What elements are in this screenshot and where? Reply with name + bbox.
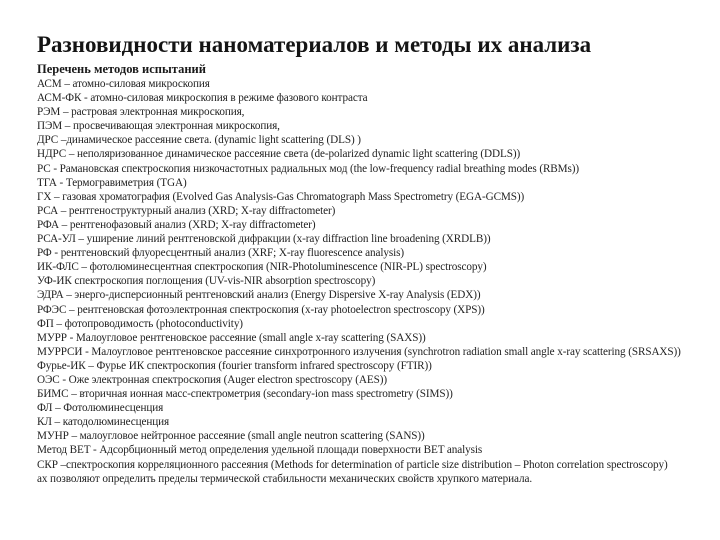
method-item: РЭМ – растровая электронная микроскопия, (37, 106, 245, 119)
method-item: ИК-ФЛС – фотолюминесцентная спектроскопия (NIR-Photoluminescence (NIR-PL) spectroscopy) (37, 261, 487, 274)
method-item: РС - Рамановская спектроскопия низкочастотных радиальных мод (the low-frequency radial breathing modes (RBMs)) (37, 162, 580, 175)
method-item: ах позволяют определить пределы термической стабильности механических свойств хрупкого материала. (37, 472, 533, 485)
method-item: УФ-ИК спектроскопия поглощения (UV-vis-NIR absorption spectroscopy) (37, 275, 376, 288)
methods-subtitle: Перечень методов испытаний (37, 62, 206, 76)
method-item: РСА-УЛ – уширение линий рентгеновской дифракции (x-ray diffraction line broadening (XRDLB)) (37, 233, 491, 246)
slide-title: Разновидности наноматериалов и методы их анализа (37, 32, 592, 57)
method-item: ДРС –динамическое рассеяние света. (dynamic light scattering (DLS) ) (37, 134, 361, 147)
methods-list (37, 77, 709, 486)
method-item: Фурье-ИК – Фурье ИК спектроскопия (fourier transform infrared spectroscopy (FTIR)) (37, 359, 432, 372)
method-item: МУНР – малоугловое нейтронное рассеяние (small angle neutron scattering (SANS)) (37, 430, 425, 443)
method-item: АСМ – атомно-силовая микроскопия (37, 78, 210, 90)
method-item: МУРРСИ - Малоугловое рентгеновское рассеяние синхротронного излучения (synchrotron radiation small angle x-ray scattering (SRSAXS)) (37, 345, 681, 358)
method-item: РФА – рентгенофазовый анализ (XRD; X-ray diffractometer) (37, 218, 316, 231)
method-item: ФП – фотопроводимость (photoconductivity) (37, 317, 243, 330)
method-item: ПЭМ – просвечивающая электронная микроскопия, (37, 120, 280, 133)
method-item: НДРС – неполяризованное динамическое рассеяние света (de-polarized dynamic light scattering (DDLS)) (37, 148, 521, 161)
method-item: МУРР - Малоугловое рентгеновское рассеяние (small angle x-ray scattering (SAXS)) (37, 331, 426, 344)
method-item: РСА – рентгеноструктурный анализ (XRD; X-ray diffractometer) (37, 204, 336, 217)
method-item: ФЛ – Фотолюминесценция (37, 402, 164, 415)
method-item: ГХ – газовая хроматография (Evolved Gas Analysis-Gas Chromatograph Mass Spectrometry (EGA-GCMS)) (37, 190, 525, 203)
method-item: РФЭС – рентгеновская фотоэлектронная спектроскопия (x-ray photoelectron spectroscopy (XPS)) (37, 303, 485, 316)
method-item: Метод BET - Адсорбционный метод определения удельной площади поверхности BET analysis (37, 444, 483, 457)
method-item: СКР –спектроскопия корреляционного рассеяния (Methods for determination of particle size distribution – Photon correlation spectroscopy) (37, 458, 668, 471)
slide-content (37, 62, 709, 486)
method-item: БИМС – вторичная ионная масс-спектрометрия (secondary-ion mass spectrometry (SIMS)) (37, 388, 453, 401)
method-item: ОЭС - Оже электронная спектроскопия (Auger electron spectroscopy (AES)) (37, 373, 387, 386)
method-item: ЭДРА – энерго-дисперсионный рентгеновский анализ (Energy Dispersive X-ray Analysis (EDX)) (37, 289, 481, 302)
method-item: ТГА - Термогравиметрия (TGA) (37, 176, 187, 189)
method-item: КЛ – катодолюминесценция (37, 416, 170, 429)
method-item: РФ - рентгеновский флуоресцентный анализ (XRF; X-ray fluorescence analysis) (37, 247, 405, 260)
method-item: АСМ-ФК - атомно-силовая микроскопия в режиме фазового контраста (37, 92, 368, 105)
